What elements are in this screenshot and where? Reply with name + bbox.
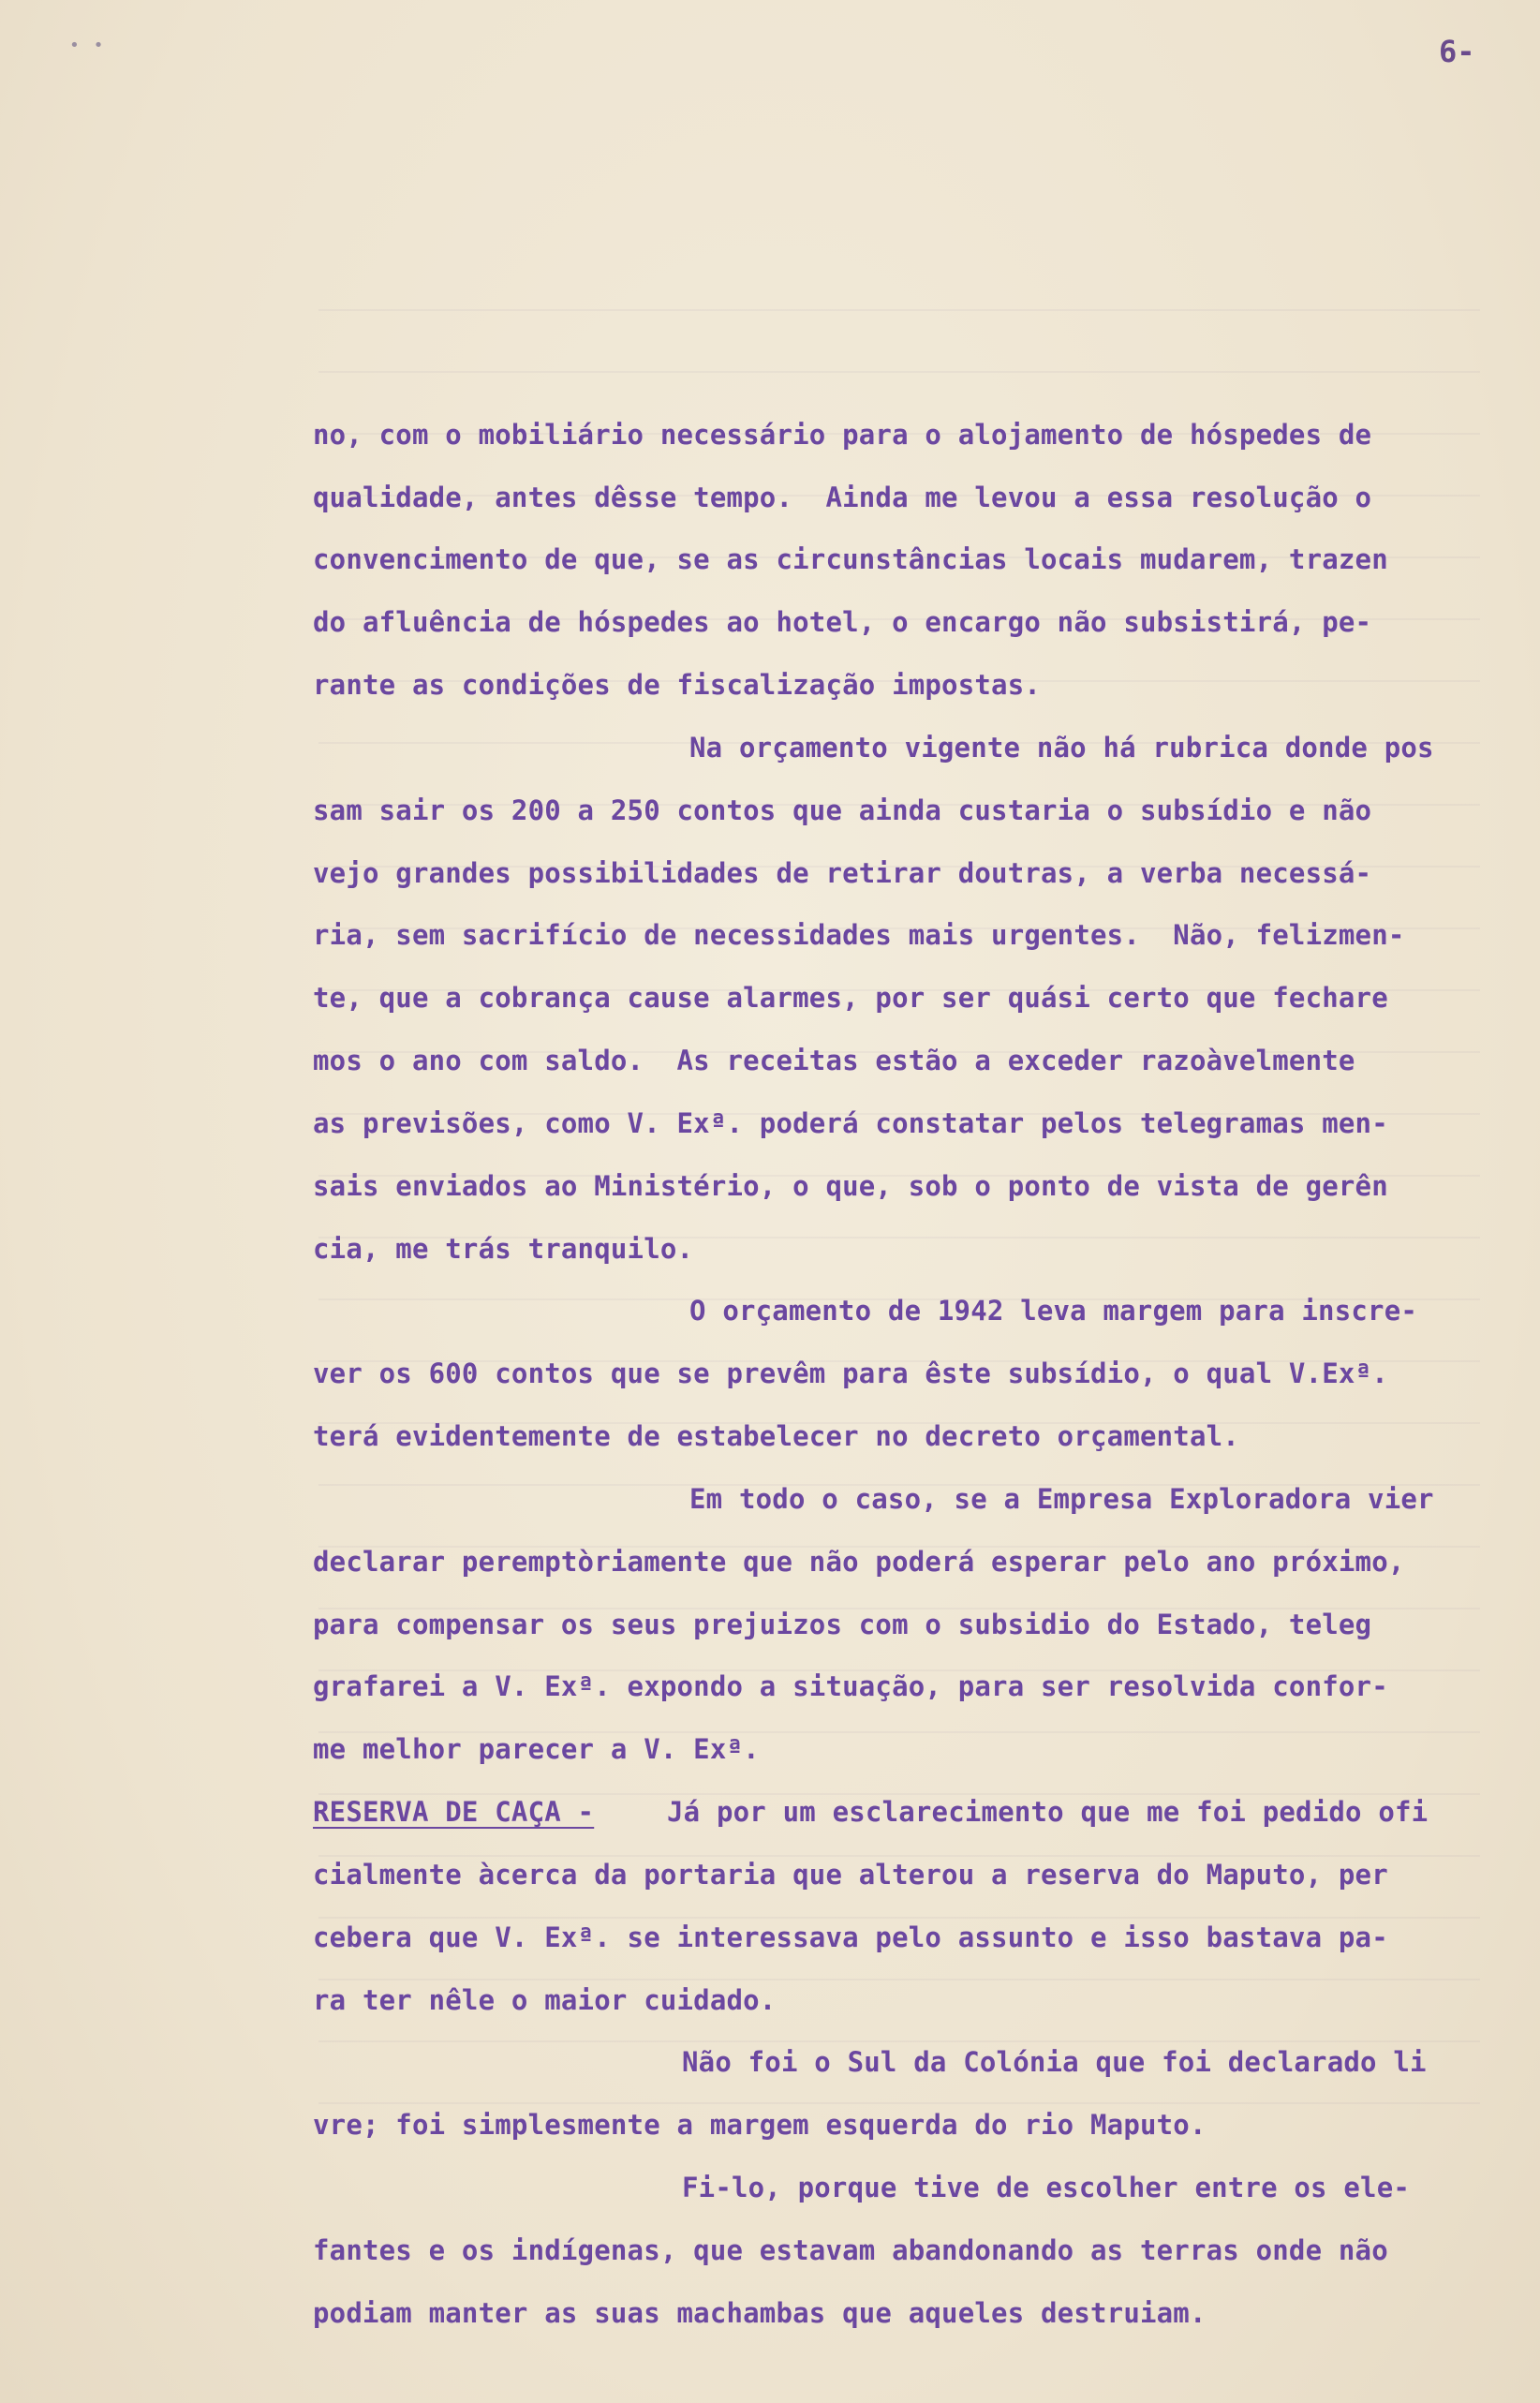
text-line: ra ter nêle o maior cuidado.: [313, 1984, 777, 2016]
text-line: declarar peremptòriamente que não poderá esperar pelo ano próximo,: [313, 1546, 1405, 1578]
text-line: as previsões, como V. Exª. poderá constatar pelos telegramas men-: [313, 1107, 1388, 1139]
text-line: Na orçamento vigente não há rubrica donde pos: [689, 732, 1434, 764]
text-line: te, que a cobrança cause alarmes, por ser quási certo que fechare: [313, 982, 1388, 1014]
text-line: fantes e os indígenas, que estavam abandonando as terras onde não: [313, 2234, 1388, 2266]
corner-marks: • •: [69, 36, 106, 55]
page-number: 6-: [1439, 34, 1475, 69]
text-line: Não foi o Sul da Colónia que foi declarado li: [682, 2046, 1427, 2078]
text-line: Já por um esclarecimento que me foi pedido ofi: [667, 1796, 1429, 1828]
text-line: cialmente àcerca da portaria que alterou a reserva do Maputo, per: [313, 1859, 1388, 1891]
text-line: qualidade, antes dêsse tempo. Ainda me levou a essa resolução o: [313, 482, 1372, 513]
text-line: cebera que V. Exª. se interessava pelo assunto e isso bastava pa-: [313, 1921, 1388, 1953]
text-line: cia, me trás tranquilo.: [313, 1233, 694, 1265]
text-line: terá evidentemente de estabelecer no decreto orçamental.: [313, 1420, 1239, 1452]
text-line: sam sair os 200 a 250 contos que ainda custaria o subsídio e não: [313, 794, 1372, 826]
text-line: sais enviados ao Ministério, o que, sob o ponto de vista de gerên: [313, 1170, 1388, 1202]
text-line: podiam manter as suas machambas que aqueles destruiam.: [313, 2297, 1207, 2329]
text-line: ver os 600 contos que se prevêm para êste subsídio, o qual V.Exª.: [313, 1357, 1388, 1389]
text-line: Em todo o caso, se a Empresa Exploradora vier: [689, 1483, 1434, 1515]
section-heading: RESERVA DE CAÇA -: [313, 1796, 595, 1828]
text-line: do afluência de hóspedes ao hotel, o encargo não subsistirá, pe-: [313, 606, 1372, 638]
text-line: rante as condições de fiscalização impostas.: [313, 669, 1042, 701]
text-line: O orçamento de 1942 leva margem para inscre-: [689, 1295, 1418, 1327]
text-line: me melhor parecer a V. Exª.: [313, 1733, 760, 1765]
text-line: Fi-lo, porque tive de escolher entre os ele-: [682, 2172, 1411, 2203]
text-line: para compensar os seus prejuizos com o subsidio do Estado, teleg: [313, 1609, 1372, 1640]
text-line: no, com o mobiliário necessário para o alojamento de hóspedes de: [313, 419, 1372, 451]
text-line: vre; foi simplesmente a margem esquerda do rio Maputo.: [313, 2109, 1207, 2141]
text-line: mos o ano com saldo. As receitas estão a exceder razoàvelmente: [313, 1045, 1355, 1076]
text-line: grafarei a V. Exª. expondo a situação, para ser resolvida confor-: [313, 1670, 1388, 1702]
text-line: vejo grandes possibilidades de retirar doutras, a verba necessá-: [313, 857, 1372, 889]
text-line: convencimento de que, se as circunstâncias locais mudarem, trazen: [313, 543, 1388, 575]
text-line: ria, sem sacrifício de necessidades mais urgentes. Não, felizmen-: [313, 919, 1405, 951]
